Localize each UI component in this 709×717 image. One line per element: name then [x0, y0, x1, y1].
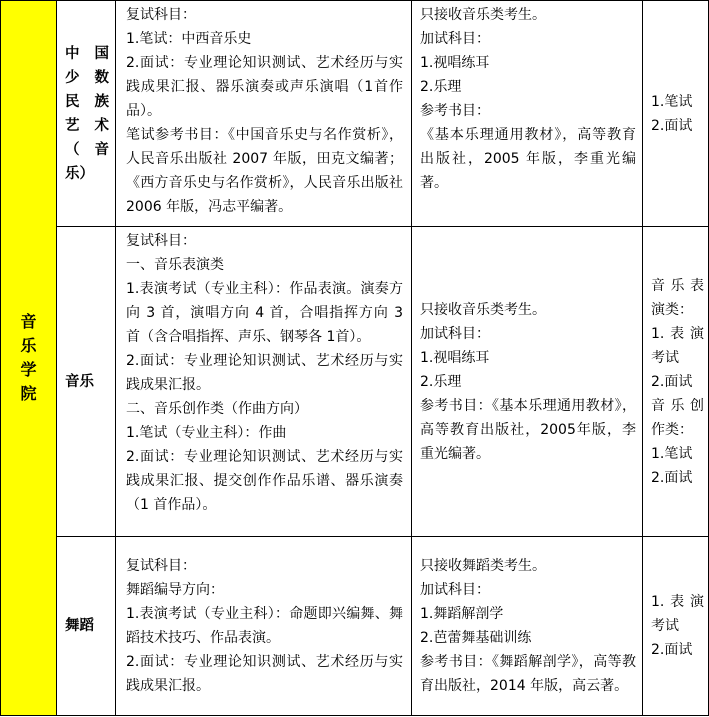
retest-line: 2.面试：专业理论知识测试、艺术经历与实践成果汇报。	[126, 654, 403, 694]
retest-line: 1.笔试：中西音乐史	[126, 31, 252, 47]
form-line: 2.面试	[651, 373, 693, 390]
major-cell	[57, 1, 116, 227]
form-line: 2.面试	[651, 642, 693, 658]
major-line	[65, 66, 109, 90]
major-vertical-text	[57, 42, 115, 186]
extra-line: 加试科目：	[420, 31, 490, 47]
major-char: 民	[65, 93, 80, 110]
retest-line: 2.面试：专业理论知识测试、艺术经历与实践成果汇报、器乐演奏或声乐演唱（1首作品）。	[126, 55, 403, 119]
retest-cell	[116, 227, 412, 537]
form-line: 2.面试	[651, 117, 693, 134]
form-cell	[643, 227, 709, 537]
major-line	[65, 90, 109, 114]
retest-line: 2.面试：专业理论知识测试、艺术经历与实践成果汇报、提交创作作品乐谱、器乐演奏（1 首作品）。	[126, 449, 403, 513]
extra-line: 2.乐理	[420, 79, 462, 95]
form-line: 1.笔试	[651, 445, 693, 462]
major-line	[65, 42, 109, 66]
extra-line: 2.芭蕾舞基础训练	[420, 630, 532, 646]
retest-line: 复试科目：	[126, 558, 196, 574]
retest-line: 1.表演考试（专业主科）：命题即兴编舞、舞蹈技术技巧、作品表演。	[126, 606, 403, 646]
form-cell	[643, 537, 709, 716]
extra-line: 加试科目：	[420, 582, 490, 598]
major-char: 数	[94, 69, 109, 86]
table-row	[1, 537, 709, 716]
extra-cell	[412, 227, 643, 537]
extra-line: 1.视唱练耳	[420, 55, 490, 71]
form-cell	[643, 1, 709, 227]
major-char: 少	[65, 69, 80, 86]
retest-line: 复试科目：	[126, 233, 196, 249]
college-cell	[1, 1, 57, 716]
retest-cell	[116, 1, 412, 227]
extra-line: 加试科目：	[420, 325, 490, 342]
retest-line: 2.面试：专业理论知识测试、艺术经历与实践成果汇报。	[126, 353, 403, 393]
form-line: 音乐创作类：	[651, 397, 704, 438]
retest-line: 舞蹈编导方向：	[126, 582, 224, 598]
major-line	[65, 138, 109, 162]
major-char: 艺	[65, 117, 80, 134]
major-name: 舞蹈	[65, 618, 94, 634]
major-char: 族	[94, 93, 109, 110]
major-char: 术	[94, 117, 109, 134]
extra-line: 2.乐理	[420, 373, 462, 390]
extra-line: 1.视唱练耳	[420, 349, 490, 366]
major-cell	[57, 227, 116, 537]
extra-line: 1.舞蹈解剖学	[420, 606, 504, 622]
major-cell	[57, 537, 116, 716]
retest-line: 1.笔试（专业主科）：作曲	[126, 425, 287, 441]
retest-line: 二、音乐创作类（作曲方向）	[126, 401, 308, 417]
extra-line: 只接收音乐类考生。	[420, 7, 546, 23]
major-line	[65, 114, 109, 138]
major-char: 乐）	[65, 165, 94, 182]
college-name: 音乐学院	[20, 312, 37, 403]
retest-cell	[116, 537, 412, 716]
form-line: 1.表演考试	[651, 325, 704, 366]
form-line: 2.面试	[651, 469, 693, 486]
extra-cell	[412, 537, 643, 716]
extra-line: 《基本乐理通用教材》，高等教育出版社，2005 年版，李重光编著。	[420, 127, 636, 191]
retest-line: 笔试参考书目：《中国音乐史与名作赏析》，人民音乐出版社 2007 年版，田克文编著；《西方音乐史与名作赏析》，人民音乐出版社 2006 年版，冯志平编著。	[126, 127, 403, 215]
table-row	[1, 1, 709, 227]
table-row	[1, 227, 709, 537]
form-line: 1.笔试	[651, 93, 693, 110]
form-line: 1.表演考试	[651, 594, 704, 634]
major-char: 中	[65, 45, 80, 62]
extra-line: 参考书目：	[420, 103, 490, 119]
major-char: 音	[94, 141, 109, 158]
extra-line: 只接收舞蹈类考生。	[420, 558, 546, 574]
extra-line: 参考书目：《舞蹈解剖学》，高等教育出版社，2014 年版，高云著。	[420, 654, 636, 694]
form-line: 音乐表演类：	[651, 277, 704, 318]
extra-line: 参考书目：《基本乐理通用教材》，高等教育出版社，2005年版，李重光编著。	[420, 397, 636, 462]
extra-cell	[412, 1, 643, 227]
major-name: 音乐	[65, 373, 94, 390]
retest-line: 1.表演考试（专业主科）：作品表演。演奏方向 3 首，演唱方向 4 首，合唱指挥方向 3 首（含合唱指挥、声乐、钢琴各 1首）。	[126, 281, 403, 345]
retest-line: 一、音乐表演类	[126, 257, 224, 273]
major-line	[65, 162, 109, 186]
extra-line: 只接收音乐类考生。	[420, 301, 546, 318]
retest-line: 复试科目：	[126, 7, 196, 23]
major-char: （	[65, 141, 80, 158]
major-char: 国	[94, 45, 109, 62]
